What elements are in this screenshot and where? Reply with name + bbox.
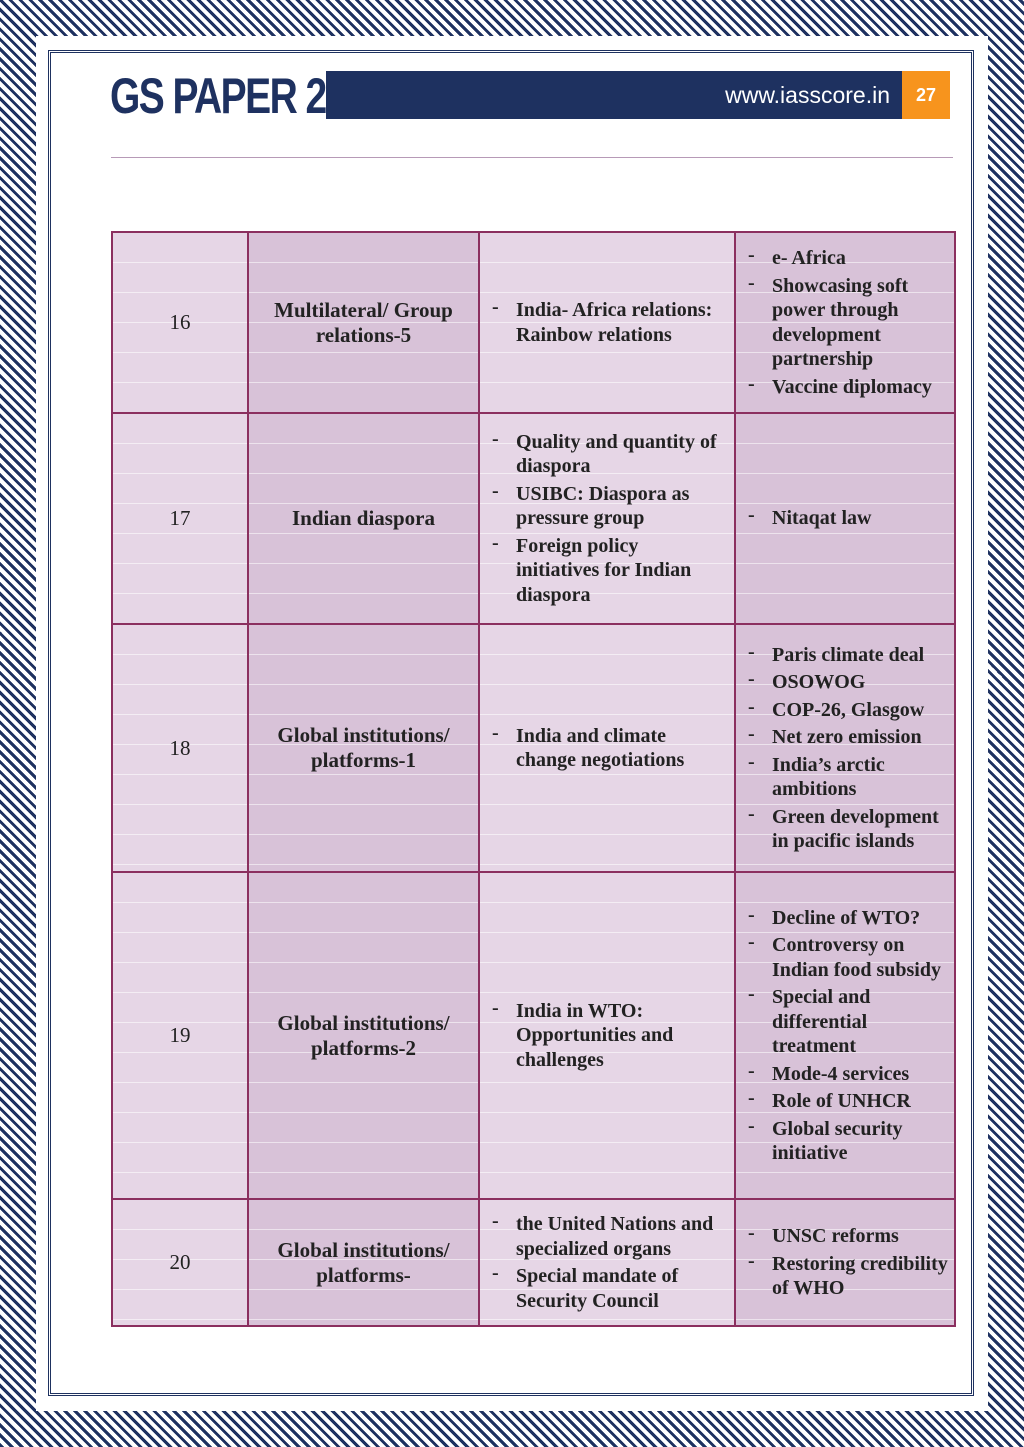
point-item: - India’s arctic ambitions (748, 753, 948, 802)
page-number-badge: 27 (902, 71, 950, 119)
subtopic-list (492, 724, 724, 773)
point-item: - Paris climate deal (748, 643, 948, 668)
subtopic-item: - Quality and quantity of diaspora (492, 430, 724, 479)
row-number: 17 (112, 413, 248, 624)
point-list (748, 246, 948, 399)
subtopic-item: - India in WTO: Opportunities and challenges (492, 999, 724, 1073)
point-item: - Green development in pacific islands (748, 805, 948, 854)
point-item: - Nitaqat law (748, 506, 948, 531)
row-subtopics (479, 1199, 735, 1326)
point-item: - Net zero emission (748, 725, 948, 750)
subtopic-list (492, 999, 724, 1073)
row-number: 20 (112, 1199, 248, 1326)
point-list (748, 906, 948, 1166)
point-item: - Decline of WTO? (748, 906, 948, 931)
row-points (735, 872, 955, 1199)
table-row (112, 624, 955, 872)
point-list (748, 643, 948, 854)
point-item: - OSOWOG (748, 670, 948, 695)
page (36, 36, 988, 1411)
point-list (748, 1224, 948, 1301)
point-item: - Role of UNHCR (748, 1089, 948, 1114)
table-row (112, 872, 955, 1199)
row-subtopics (479, 624, 735, 872)
point-item: - Showcasing soft power through development partnership (748, 274, 948, 372)
point-item: - e- Africa (748, 246, 948, 271)
row-number: 19 (112, 872, 248, 1199)
subtopic-item: - the United Nations and specialized organs (492, 1212, 724, 1261)
point-item: - Special and differential treatment (748, 985, 948, 1059)
row-points (735, 413, 955, 624)
website-link[interactable]: www.iasscore.in (326, 71, 906, 119)
table-row (112, 1199, 955, 1326)
row-topic: Global institutions/ platforms-2 (248, 872, 479, 1199)
row-number: 18 (112, 624, 248, 872)
point-item: - Controversy on Indian food subsidy (748, 933, 948, 982)
point-item: - Restoring credibility of WHO (748, 1252, 948, 1301)
point-item: - COP-26, Glasgow (748, 698, 948, 723)
subtopic-list (492, 430, 724, 608)
row-subtopics (479, 232, 735, 413)
syllabus-table (111, 231, 956, 1327)
row-topic: Multilateral/ Group relations-5 (248, 232, 479, 413)
row-points (735, 624, 955, 872)
subtopic-list (492, 298, 724, 347)
row-topic: Indian diaspora (248, 413, 479, 624)
subtopic-item: - India- Africa relations: Rainbow relations (492, 298, 724, 347)
point-item: - Vaccine diplomacy (748, 375, 948, 400)
row-topic: Global institutions/ platforms- (248, 1199, 479, 1326)
point-list (748, 506, 948, 531)
row-number: 16 (112, 232, 248, 413)
point-item: - Mode-4 services (748, 1062, 948, 1087)
subtopic-item: - USIBC: Diaspora as pressure group (492, 482, 724, 531)
point-item: - Global security initiative (748, 1117, 948, 1166)
table-row (112, 413, 955, 624)
header-divider (111, 157, 953, 158)
row-subtopics (479, 413, 735, 624)
row-points (735, 1199, 955, 1326)
subtopic-item: - Special mandate of Security Council (492, 1264, 724, 1313)
row-points (735, 232, 955, 413)
point-item: - UNSC reforms (748, 1224, 948, 1249)
subtopic-item: - Foreign policy initiatives for Indian diaspora (492, 534, 724, 608)
row-topic: Global institutions/ platforms-1 (248, 624, 479, 872)
row-subtopics (479, 872, 735, 1199)
paper-title: GS PAPER 2 (110, 68, 326, 124)
subtopic-list (492, 1212, 724, 1313)
table-row (112, 232, 955, 413)
subtopic-item: - India and climate change negotiations (492, 724, 724, 773)
